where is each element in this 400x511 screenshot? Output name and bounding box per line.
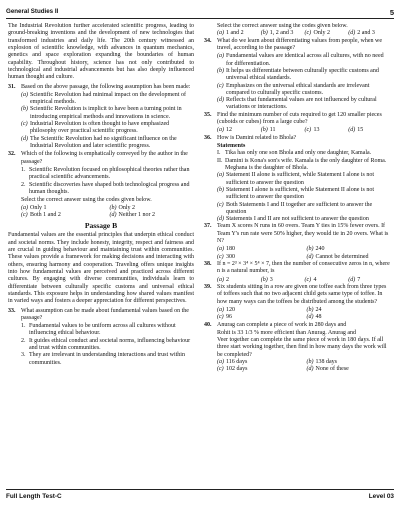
option-label: (a) (217, 246, 224, 253)
option (261, 127, 305, 134)
option-text: Both Statements I and II together are sufficient to answer the question (226, 201, 373, 215)
option (217, 127, 261, 134)
options-row (204, 127, 392, 134)
option-label: (a) (217, 306, 224, 313)
option-label: (d) (306, 314, 314, 321)
option (305, 127, 349, 134)
question-stem: What assumption can be made about fundamental values based on the passage? (21, 307, 189, 321)
option-text: Emphasizes on the universal ethical standards are irrelevant compared to culturally specific customs. (226, 82, 370, 96)
option-label: (a) (21, 204, 28, 211)
option (204, 202, 392, 217)
codes-note: Select the correct answer using the codes given below. (217, 23, 348, 29)
option-text: It helps us differentiate between culturally specific customs and universal ethical standards. (226, 67, 379, 82)
option-label: (b) (217, 186, 224, 193)
statement-text: It guides ethical conduct and societal norms, influencing behaviour and trust within communities. (29, 337, 191, 352)
option-label: (b) (306, 359, 314, 366)
option-text: Industrial Revolution is often thought to have emphasized philosophy over practical scientific progress. (30, 121, 170, 135)
question-31 (8, 84, 194, 91)
question-stem: How is Damini related to Bhola? (217, 134, 297, 141)
option (217, 307, 303, 314)
option-label: (d) (217, 97, 224, 104)
option-text: 4 (313, 276, 317, 283)
option-label: (d) (348, 127, 356, 134)
option (217, 246, 303, 253)
option-text: None of these (315, 366, 349, 373)
statement-text: Damini is Kona's son's wife. Kamala is the only daughter of Roma. Meghana is the daughter of Bhola. (225, 157, 387, 171)
question-stem: If n = 2³ × 3⁴ × 5⁴ × 7, then the number of consecutive zeros in n, where n is a natural number, is (217, 261, 390, 275)
statement-label: 1. (21, 166, 26, 173)
question-stem: Find the minimum number of cuts required to get 120 smaller pieces (cuboids or cubes) from a large cube? (217, 111, 382, 126)
option-text: Statement I alone is sufficient, while Statement II alone is not sufficient to answer the question (226, 186, 375, 201)
option (217, 359, 303, 366)
options-grid (204, 359, 392, 374)
option-label: (d) (348, 30, 356, 37)
statement (8, 338, 194, 353)
question-35 (204, 112, 392, 127)
statement-label: II. (217, 157, 223, 164)
option-text: 13 (313, 127, 320, 134)
option-label: (b) (306, 246, 314, 253)
right-column (204, 23, 392, 487)
question-number: 35. (204, 111, 212, 118)
statement-label: 2. (21, 181, 26, 188)
option-text: 240 (315, 246, 325, 253)
option-label: (a) (217, 172, 224, 179)
option-text: Both 1 and 2 (30, 211, 61, 218)
option-text: 1 and 2 (226, 30, 244, 37)
question-stem: What do we learn about differentiating values from people, when we travel, according to the passage? (217, 37, 382, 51)
page-footer (6, 489, 394, 503)
option (307, 314, 393, 321)
statement-text: Fundamental values to be uniform across all cultures without influencing ethical behaviour. (29, 323, 176, 337)
option-label: (a) (217, 276, 224, 283)
option-text: 7 (357, 276, 361, 283)
question-stem: Team X scores N runs in 60 overs. Team Y ties in 15% fewer overs. If Team Y's run rate were 50% higher, they would tie in 20 overs. What is N? (217, 223, 389, 245)
page-header (6, 5, 394, 19)
option (307, 366, 393, 373)
option-label: (c) (21, 121, 28, 128)
option (307, 254, 393, 261)
option-label: (d) (348, 276, 356, 283)
option-text: 3 (269, 276, 273, 283)
question-number: 37. (204, 223, 212, 230)
statement-text: Scientific discoveries have shaped both technological progress and human thoughts. (29, 181, 190, 195)
option-text: Statement II alone is sufficient, while Statement I alone is not sufficient to answer the question (226, 172, 375, 186)
option-label: (b) (109, 204, 117, 211)
option-label: (b) (21, 106, 28, 113)
option-text: 116 days (226, 359, 248, 366)
option-text: 120 (226, 306, 235, 313)
option-text: 15 (357, 127, 364, 134)
statement (8, 182, 194, 197)
passage-b-text: Fundamental values are the essential principles that underpin ethical conduct and societal norms. They include honesty, integrity, respect and fairness and are crucial in guiding behaviour and maintaining trust within communities. These values provide a framework for making decisions and interacting with others, ensuring harmony and cooperation. Traveling offers unique insights into how fundamental values are perceived and practiced across different cultures. By engaging with diverse communities, individuals learn to differentiate between culturally specific customs and universal ethical standards. This exposure helps in understanding how shared values manifest in varied ways and fosters a deeper appreciation for different perspectives. (8, 232, 194, 305)
option (348, 127, 392, 134)
option-label: (d) (21, 135, 28, 142)
option-label: (c) (304, 276, 312, 283)
question-34 (204, 38, 392, 53)
question-number: 38. (204, 261, 212, 267)
option-label: (b) (260, 30, 268, 37)
statement (8, 323, 194, 338)
question-39 (204, 284, 392, 306)
option (8, 121, 194, 136)
option (217, 30, 261, 37)
statement-label: 2. (21, 337, 26, 344)
option-text: 2 and 3 (357, 30, 375, 37)
statement (204, 150, 392, 157)
option-text: 24 (315, 306, 322, 313)
option (307, 246, 393, 253)
option-label: (c) (217, 314, 224, 321)
option-text: Only 2 (118, 204, 135, 211)
option-text: 96 (226, 314, 232, 321)
question-40 (204, 322, 392, 329)
option-text: 1, 2 and 3 (269, 30, 294, 37)
option-text: 138 days (315, 359, 337, 366)
question-number: 34. (204, 37, 212, 44)
question-stem: Based on the above passage, the following assumption has been made: (21, 83, 191, 90)
question-32 (8, 151, 194, 166)
option (21, 205, 106, 212)
statement (8, 167, 194, 182)
option-label: (a) (217, 359, 224, 366)
option-text: Fundamental values are identical across all cultures, with no need for differentiation. (226, 53, 384, 67)
option-label: (c) (217, 82, 224, 89)
option (8, 136, 194, 151)
option (305, 30, 349, 37)
option-label: (c) (21, 211, 28, 218)
question-38 (204, 261, 392, 276)
option-label: (a) (217, 30, 224, 37)
options-row (204, 277, 392, 284)
footer-level: Level 03 (368, 493, 394, 501)
option (204, 68, 392, 83)
option (307, 307, 393, 314)
page-number: 5 (389, 7, 394, 17)
option (305, 277, 349, 284)
option-label: (a) (217, 53, 224, 60)
option (348, 277, 392, 284)
option-label: (b) (260, 127, 268, 134)
intro-paragraph: The Industrial Revolution further accelerated scientific progress, leading to ground-breaking inventions and the development of new technologies that transformed industries and daily life. The 20th century witnessed an explosion of scientific knowledge, with advances in quantum mechanics, genetics and space exploration expanding the boundaries of human capability. Throughout history, science has not only contributed to technological and industrial advancements but has also deeply influenced human thought and culture. (8, 23, 194, 81)
statement (8, 352, 194, 367)
option-text: 11 (269, 127, 276, 134)
statement-label: I. (217, 150, 221, 157)
option-label: (d) (306, 366, 314, 373)
option (348, 30, 392, 37)
question-number: 36. (204, 134, 212, 141)
option-label: (b) (306, 306, 314, 313)
option (204, 172, 392, 187)
option-text: 48 (315, 314, 322, 321)
statement-label: 3. (21, 352, 26, 359)
option-label: (b) (260, 276, 268, 283)
statement-label: 1. (21, 323, 26, 330)
option-text: Neither 1 nor 2 (118, 211, 155, 218)
option-label: (d) (217, 216, 224, 223)
option (8, 106, 194, 121)
footer-test-name: Full Length Test-C (6, 493, 62, 501)
option-label: (a) (21, 91, 28, 98)
option (204, 187, 392, 202)
option-text: 2 (226, 276, 229, 283)
option-text: Only 2 (313, 30, 330, 37)
option-text: Only 1 (30, 204, 47, 211)
option-text: Statements I and II are not sufficient to answer the question (226, 216, 369, 223)
question-stem: Six students sitting in a row are given one toffee each from three types of toffees such that no two adjacent child gets same type of toffee. In how many ways can the toffees be distributed among the students? (217, 283, 387, 305)
statements-title: Statements (217, 143, 246, 149)
option-text: 102 days (226, 366, 248, 373)
option (204, 53, 392, 68)
options-row (204, 30, 392, 37)
options-grid (8, 205, 194, 220)
question-number: 33. (8, 307, 16, 314)
statement-text: Tika has only one son Bhola and only one daughter, Kamala. (225, 150, 372, 157)
statement (204, 158, 392, 173)
options-grid (204, 307, 392, 322)
option-text: Cannot be determined (315, 253, 369, 260)
option (217, 366, 303, 373)
option-label: (a) (217, 127, 224, 134)
question-33 (8, 308, 194, 323)
option-label: (c) (304, 127, 312, 134)
question-stem: Anurag can complete a piece of work in 280 days and (217, 321, 347, 328)
option-label: (c) (217, 201, 224, 208)
option-label: (d) (109, 211, 117, 218)
option-text: Scientific Revolution is implicit to have been a turning point in introducing empirical methods and innovations in science. (30, 106, 182, 120)
option-text: Reflects that fundamental values are not influenced by cultural variations or interactions. (226, 97, 377, 111)
statement-text: Scientific Revolution focused on philosophical theories rather than practical scientific advancements. (29, 166, 190, 181)
left-column (8, 23, 194, 487)
option-label: (c) (217, 366, 224, 373)
option-text: 12 (226, 127, 232, 134)
option-label: (c) (217, 253, 224, 260)
option-label: (c) (304, 30, 312, 37)
header-title: General Studies II (6, 8, 59, 16)
question-36 (204, 135, 392, 142)
codes-note: Select the correct answer using the codes given below. (21, 197, 152, 204)
option-text: 180 (226, 246, 235, 253)
option (110, 205, 195, 212)
passage-b-title: Passage B (84, 221, 118, 231)
option (110, 212, 195, 219)
question-number: 39. (204, 283, 212, 290)
option (204, 97, 392, 112)
option (261, 30, 305, 37)
option (8, 92, 194, 107)
option (217, 277, 261, 284)
option (204, 83, 392, 98)
option-label: (b) (217, 67, 224, 74)
question-number: 40. (204, 321, 212, 328)
question-37 (204, 223, 392, 245)
question-stem-cont: Rohit is 33 1/3 % more efficient than Anurag. Anurag and (217, 329, 357, 336)
option (217, 314, 303, 321)
option (217, 254, 303, 261)
question-stem-cont: Veer together can complete the same piece of work in 180 days. If all three start working together, then find in how many days the work will be completed? (217, 337, 387, 358)
option-text: The Scientific Revolution had no significant influence on the Industrial Revolution and later scientific progress. (30, 135, 177, 149)
question-stem: Which of the following is emphatically conveyed by the author in the passage? (21, 151, 188, 165)
option-text: Scientific Revolution had minimal impact on the development of empirical methods. (30, 91, 186, 106)
options-grid (204, 246, 392, 261)
question-number: 32. (8, 151, 16, 158)
option-text: 300 (226, 253, 235, 260)
statement-text: They are irrelevant in understanding interactions and trust within communities. (29, 352, 185, 366)
question-number: 31. (8, 83, 16, 90)
option (21, 212, 106, 219)
option (261, 277, 305, 284)
option-label: (d) (306, 253, 314, 260)
